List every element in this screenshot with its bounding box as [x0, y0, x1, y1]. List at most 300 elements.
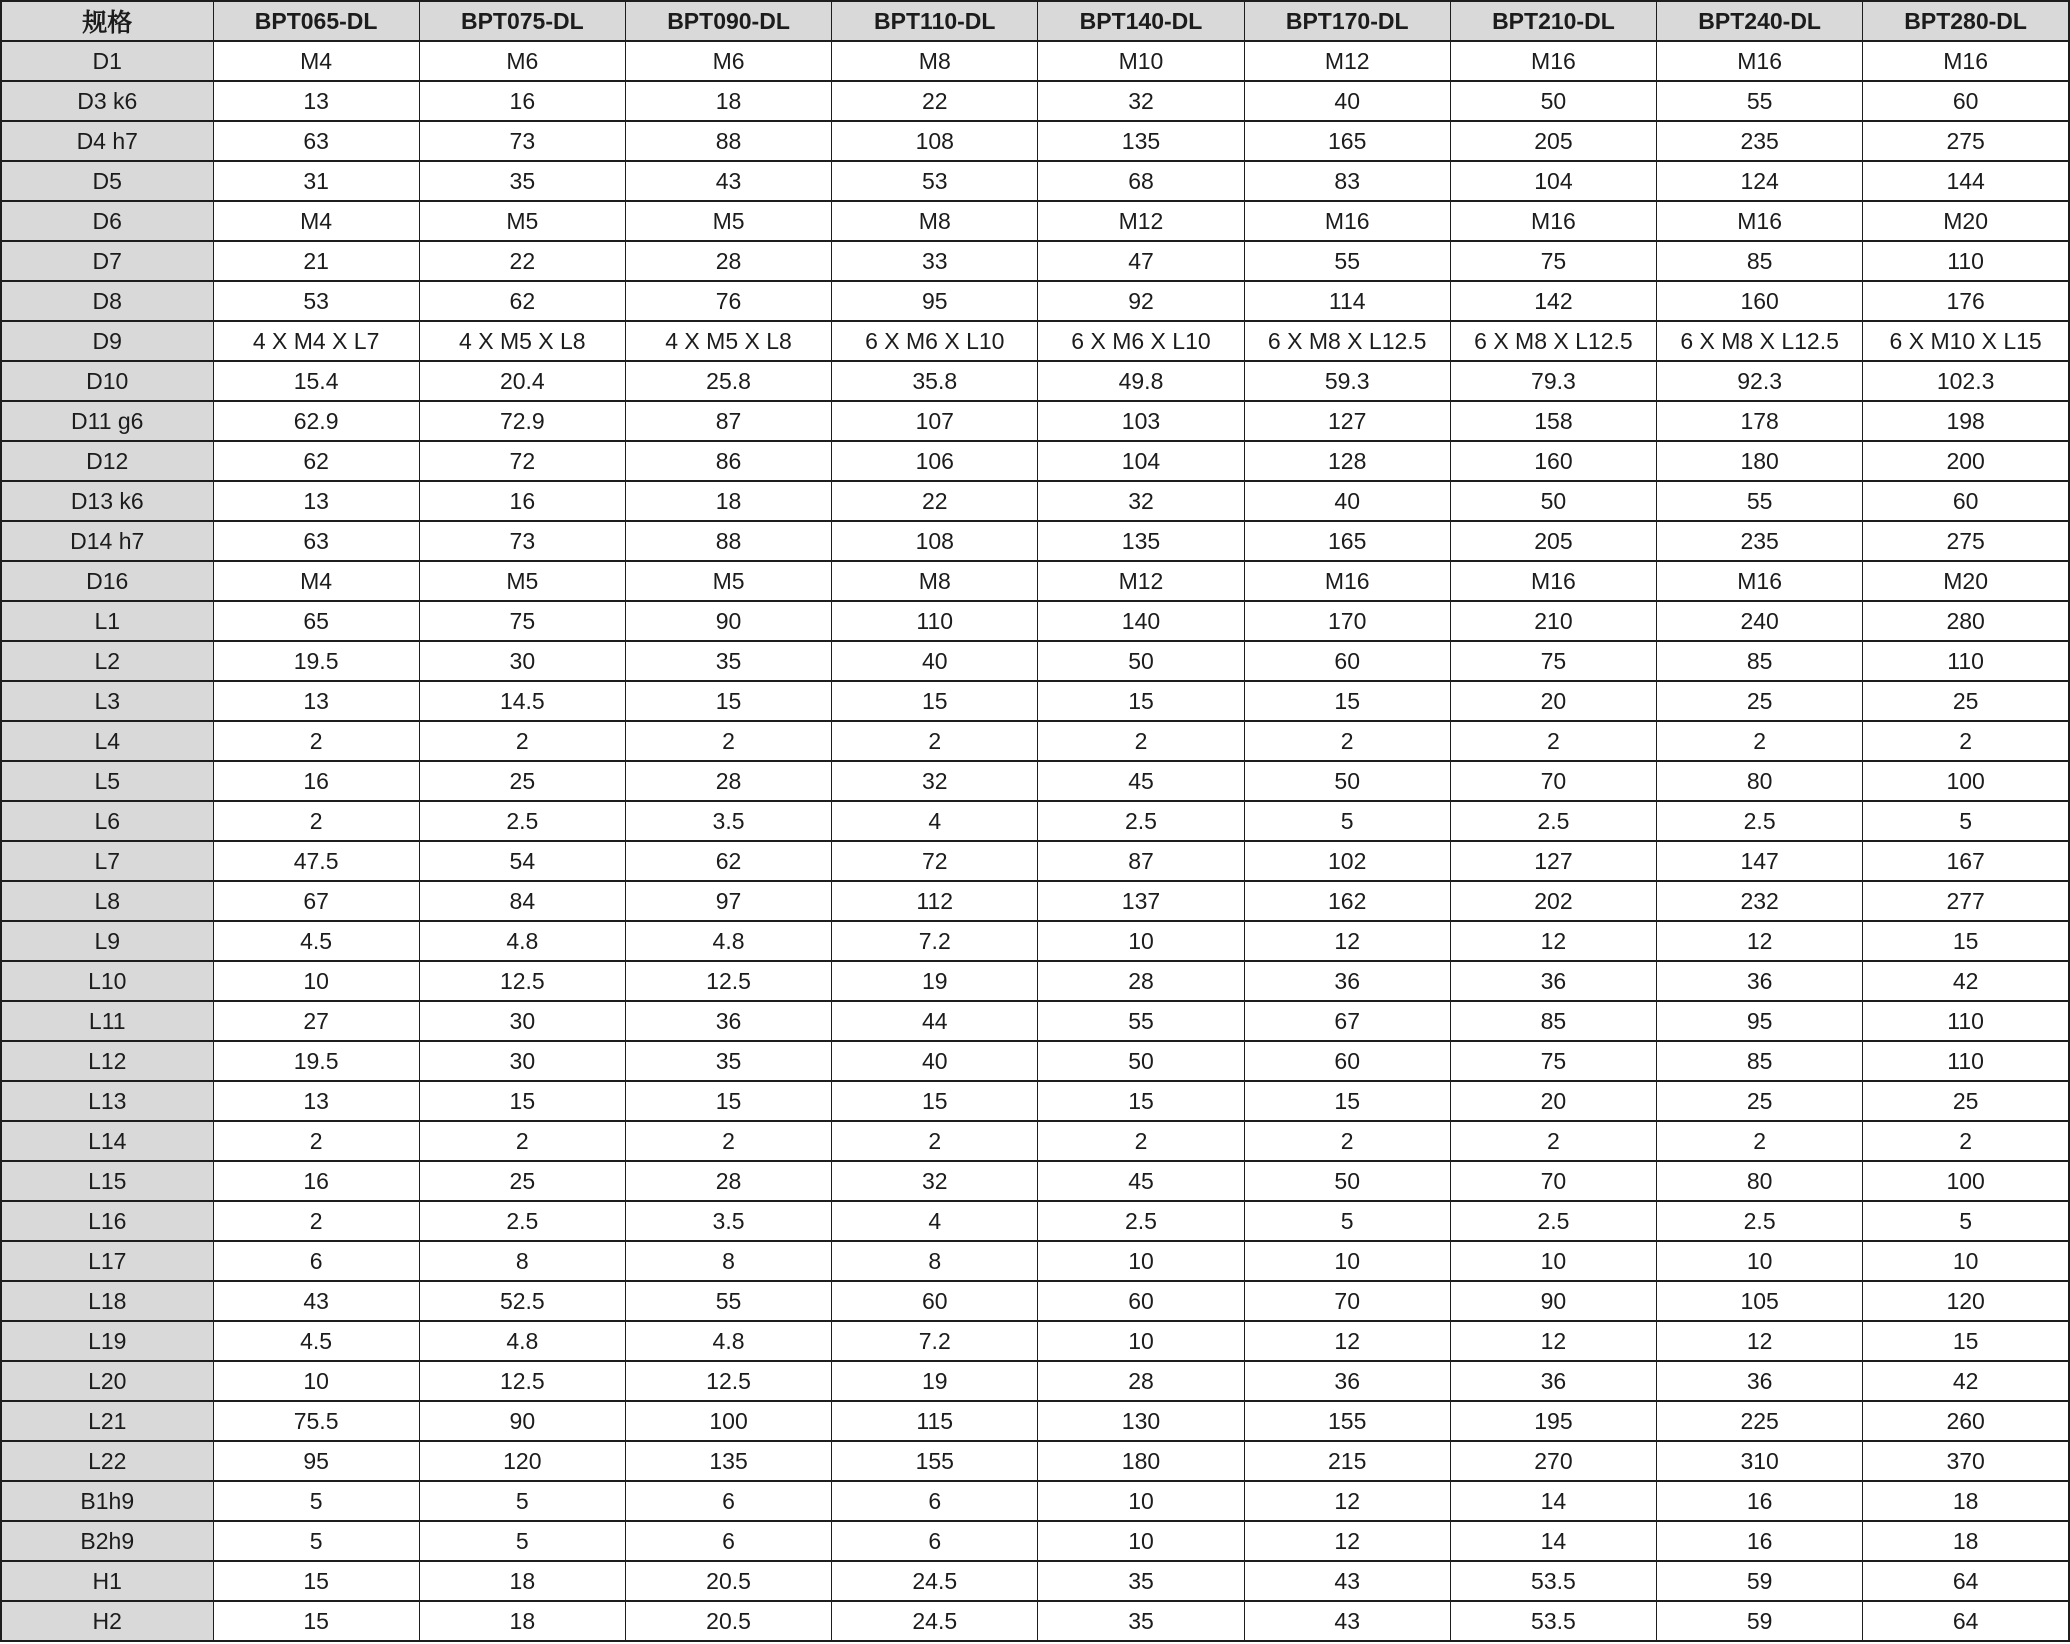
- cell: 200: [1863, 441, 2069, 481]
- cell: 102: [1244, 841, 1450, 881]
- cell: 90: [419, 1401, 625, 1441]
- cell: 54: [419, 841, 625, 881]
- cell: 40: [832, 1041, 1038, 1081]
- cell: 110: [1863, 1001, 2069, 1041]
- cell: 36: [1657, 1361, 1863, 1401]
- table-row: [1, 441, 2069, 481]
- cell: 2.5: [1038, 1201, 1244, 1241]
- table-row: [1, 641, 2069, 681]
- cell: 370: [1863, 1441, 2069, 1481]
- cell: 28: [1038, 1361, 1244, 1401]
- cell: 310: [1657, 1441, 1863, 1481]
- cell: 28: [625, 1161, 831, 1201]
- cell: 19.5: [213, 641, 419, 681]
- cell: 60: [1038, 1281, 1244, 1321]
- cell: 18: [625, 481, 831, 521]
- table-row: [1, 281, 2069, 321]
- cell: 50: [1450, 481, 1656, 521]
- cell: 60: [1863, 81, 2069, 121]
- table-row: [1, 1001, 2069, 1041]
- cell: 2: [419, 1121, 625, 1161]
- cell: 62: [213, 441, 419, 481]
- cell: 6 X M10 X L15: [1863, 321, 2069, 361]
- cell: 15: [213, 1561, 419, 1601]
- cell: 64: [1863, 1561, 2069, 1601]
- table-row: [1, 761, 2069, 801]
- cell: 84: [419, 881, 625, 921]
- cell: 2.5: [419, 1201, 625, 1241]
- cell: 12: [1244, 1481, 1450, 1521]
- table-row: [1, 201, 2069, 241]
- cell: 85: [1657, 1041, 1863, 1081]
- cell: 75: [1450, 641, 1656, 681]
- cell: 24.5: [832, 1561, 1038, 1601]
- row-label: L10: [1, 961, 213, 1001]
- cell: 28: [625, 241, 831, 281]
- cell: 15.4: [213, 361, 419, 401]
- cell: 165: [1244, 521, 1450, 561]
- cell: 2.5: [1657, 801, 1863, 841]
- column-header: BPT065-DL: [213, 1, 419, 41]
- cell: 6: [625, 1521, 831, 1561]
- row-label: L9: [1, 921, 213, 961]
- cell: M8: [832, 561, 1038, 601]
- cell: 100: [1863, 761, 2069, 801]
- cell: 60: [1244, 641, 1450, 681]
- cell: 4.5: [213, 921, 419, 961]
- cell: 108: [832, 521, 1038, 561]
- cell: 260: [1863, 1401, 2069, 1441]
- cell: 6 X M6 X L10: [832, 321, 1038, 361]
- cell: 28: [625, 761, 831, 801]
- column-header: BPT240-DL: [1657, 1, 1863, 41]
- row-label: L5: [1, 761, 213, 801]
- cell: 4.5: [213, 1321, 419, 1361]
- cell: 87: [1038, 841, 1244, 881]
- cell: 10: [1038, 1241, 1244, 1281]
- cell: 5: [1863, 1201, 2069, 1241]
- cell: 25: [419, 761, 625, 801]
- row-label: D16: [1, 561, 213, 601]
- cell: 15: [625, 681, 831, 721]
- cell: 240: [1657, 601, 1863, 641]
- table-row: [1, 81, 2069, 121]
- cell: 55: [1038, 1001, 1244, 1041]
- cell: 18: [625, 81, 831, 121]
- cell: 198: [1863, 401, 2069, 441]
- cell: 36: [625, 1001, 831, 1041]
- cell: 70: [1244, 1281, 1450, 1321]
- cell: 4.8: [625, 1321, 831, 1361]
- cell: 43: [213, 1281, 419, 1321]
- cell: 32: [1038, 81, 1244, 121]
- cell: 95: [1657, 1001, 1863, 1041]
- cell: 83: [1244, 161, 1450, 201]
- row-label: D9: [1, 321, 213, 361]
- cell: 72: [419, 441, 625, 481]
- cell: 4 X M4 X L7: [213, 321, 419, 361]
- cell: 53: [832, 161, 1038, 201]
- cell: 85: [1450, 1001, 1656, 1041]
- cell: 2.5: [419, 801, 625, 841]
- cell: 35: [419, 161, 625, 201]
- cell: 4: [832, 1201, 1038, 1241]
- row-label: D14 h7: [1, 521, 213, 561]
- cell: 202: [1450, 881, 1656, 921]
- cell: 147: [1657, 841, 1863, 881]
- cell: 120: [1863, 1281, 2069, 1321]
- cell: 115: [832, 1401, 1038, 1441]
- cell: 47.5: [213, 841, 419, 881]
- cell: 2: [213, 1201, 419, 1241]
- cell: 63: [213, 121, 419, 161]
- cell: 2.5: [1657, 1201, 1863, 1241]
- cell: 50: [1038, 641, 1244, 681]
- cell: 225: [1657, 1401, 1863, 1441]
- cell: 5: [419, 1521, 625, 1561]
- cell: 3.5: [625, 1201, 831, 1241]
- cell: 3.5: [625, 801, 831, 841]
- table-row: [1, 601, 2069, 641]
- cell: 2.5: [1450, 1201, 1656, 1241]
- cell: 106: [832, 441, 1038, 481]
- cell: 2: [1450, 1121, 1656, 1161]
- cell: M8: [832, 201, 1038, 241]
- row-label: D6: [1, 201, 213, 241]
- cell: 63: [213, 521, 419, 561]
- cell: 85: [1657, 641, 1863, 681]
- cell: 15: [625, 1081, 831, 1121]
- cell: 86: [625, 441, 831, 481]
- cell: 53: [213, 281, 419, 321]
- row-label: B2h9: [1, 1521, 213, 1561]
- cell: 13: [213, 681, 419, 721]
- cell: 22: [832, 81, 1038, 121]
- spec-table-body: [1, 41, 2069, 1641]
- cell: 10: [1863, 1241, 2069, 1281]
- cell: 6 X M8 X L12.5: [1244, 321, 1450, 361]
- row-label: D11 g6: [1, 401, 213, 441]
- cell: 76: [625, 281, 831, 321]
- row-label: D12: [1, 441, 213, 481]
- cell: 210: [1450, 601, 1656, 641]
- cell: 4: [832, 801, 1038, 841]
- cell: 75: [1450, 1041, 1656, 1081]
- row-label: L13: [1, 1081, 213, 1121]
- cell: 50: [1244, 1161, 1450, 1201]
- cell: 14: [1450, 1521, 1656, 1561]
- row-label: L16: [1, 1201, 213, 1241]
- cell: 18: [419, 1561, 625, 1601]
- cell: 120: [419, 1441, 625, 1481]
- row-label: D5: [1, 161, 213, 201]
- cell: 137: [1038, 881, 1244, 921]
- cell: 10: [1038, 1521, 1244, 1561]
- row-label: L4: [1, 721, 213, 761]
- cell: 62.9: [213, 401, 419, 441]
- table-row: [1, 1521, 2069, 1561]
- cell: 25: [1657, 1081, 1863, 1121]
- cell: 4 X M5 X L8: [419, 321, 625, 361]
- cell: 53.5: [1450, 1601, 1656, 1641]
- cell: M10: [1038, 41, 1244, 81]
- cell: 2: [1657, 721, 1863, 761]
- cell: 60: [832, 1281, 1038, 1321]
- cell: 20.5: [625, 1561, 831, 1601]
- cell: 97: [625, 881, 831, 921]
- cell: 2: [419, 721, 625, 761]
- cell: 92: [1038, 281, 1244, 321]
- cell: 25: [419, 1161, 625, 1201]
- cell: 275: [1863, 521, 2069, 561]
- cell: 10: [1038, 1321, 1244, 1361]
- cell: 12: [1450, 921, 1656, 961]
- column-header: BPT110-DL: [832, 1, 1038, 41]
- cell: 62: [625, 841, 831, 881]
- cell: 6: [832, 1521, 1038, 1561]
- cell: M16: [1657, 41, 1863, 81]
- cell: 19.5: [213, 1041, 419, 1081]
- table-row: [1, 1081, 2069, 1121]
- cell: 142: [1450, 281, 1656, 321]
- cell: 10: [1038, 1481, 1244, 1521]
- cell: 59.3: [1244, 361, 1450, 401]
- cell: 180: [1038, 1441, 1244, 1481]
- row-label: L6: [1, 801, 213, 841]
- cell: 35.8: [832, 361, 1038, 401]
- cell: 18: [1863, 1521, 2069, 1561]
- cell: 32: [832, 761, 1038, 801]
- cell: 21: [213, 241, 419, 281]
- cell: 68: [1038, 161, 1244, 201]
- cell: 15: [1863, 1321, 2069, 1361]
- cell: 90: [625, 601, 831, 641]
- cell: 12: [1450, 1321, 1656, 1361]
- cell: 72: [832, 841, 1038, 881]
- cell: 15: [419, 1081, 625, 1121]
- cell: 30: [419, 1041, 625, 1081]
- cell: 85: [1657, 241, 1863, 281]
- cell: 60: [1863, 481, 2069, 521]
- cell: M4: [213, 41, 419, 81]
- cell: 2: [1244, 1121, 1450, 1161]
- cell: 18: [419, 1601, 625, 1641]
- cell: 110: [1863, 241, 2069, 281]
- cell: 275: [1863, 121, 2069, 161]
- cell: 15: [832, 681, 1038, 721]
- cell: 25: [1863, 1081, 2069, 1121]
- table-row: [1, 481, 2069, 521]
- cell: 2: [625, 1121, 831, 1161]
- row-label: D8: [1, 281, 213, 321]
- cell: 24.5: [832, 1601, 1038, 1641]
- cell: M12: [1038, 561, 1244, 601]
- cell: 75.5: [213, 1401, 419, 1441]
- cell: 16: [419, 481, 625, 521]
- cell: 12: [1244, 921, 1450, 961]
- cell: 162: [1244, 881, 1450, 921]
- cell: 14.5: [419, 681, 625, 721]
- cell: 130: [1038, 1401, 1244, 1441]
- cell: 53.5: [1450, 1561, 1656, 1601]
- cell: 135: [1038, 521, 1244, 561]
- table-row: [1, 721, 2069, 761]
- cell: 70: [1450, 761, 1656, 801]
- row-label: L18: [1, 1281, 213, 1321]
- cell: 55: [1244, 241, 1450, 281]
- cell: 67: [213, 881, 419, 921]
- cell: 55: [625, 1281, 831, 1321]
- cell: M16: [1450, 561, 1656, 601]
- cell: 19: [832, 1361, 1038, 1401]
- cell: 15: [1038, 1081, 1244, 1121]
- cell: 8: [625, 1241, 831, 1281]
- cell: 6: [625, 1481, 831, 1521]
- cell: 30: [419, 1001, 625, 1041]
- cell: 2.5: [1038, 801, 1244, 841]
- header-row: [1, 1, 2069, 41]
- cell: 30: [419, 641, 625, 681]
- cell: 36: [1657, 961, 1863, 1001]
- cell: 25.8: [625, 361, 831, 401]
- row-label: D1: [1, 41, 213, 81]
- cell: 65: [213, 601, 419, 641]
- cell: 75: [1450, 241, 1656, 281]
- cell: 2: [1657, 1121, 1863, 1161]
- table-row: [1, 41, 2069, 81]
- cell: M5: [419, 561, 625, 601]
- table-row: [1, 801, 2069, 841]
- cell: 12: [1657, 921, 1863, 961]
- cell: 35: [625, 641, 831, 681]
- cell: M16: [1244, 201, 1450, 241]
- cell: 88: [625, 521, 831, 561]
- cell: M16: [1863, 41, 2069, 81]
- cell: 2: [832, 1121, 1038, 1161]
- cell: 110: [1863, 1041, 2069, 1081]
- cell: 95: [213, 1441, 419, 1481]
- cell: 80: [1657, 1161, 1863, 1201]
- cell: 144: [1863, 161, 2069, 201]
- cell: 6: [832, 1481, 1038, 1521]
- cell: 16: [213, 1161, 419, 1201]
- cell: 35: [1038, 1601, 1244, 1641]
- cell: 127: [1450, 841, 1656, 881]
- cell: 15: [1244, 1081, 1450, 1121]
- cell: 31: [213, 161, 419, 201]
- cell: 18: [1863, 1481, 2069, 1521]
- cell: M6: [419, 41, 625, 81]
- cell: 5: [213, 1481, 419, 1521]
- cell: 2: [213, 801, 419, 841]
- cell: 114: [1244, 281, 1450, 321]
- cell: 2.5: [1450, 801, 1656, 841]
- cell: M20: [1863, 561, 2069, 601]
- table-row: [1, 121, 2069, 161]
- cell: 62: [419, 281, 625, 321]
- column-header: BPT090-DL: [625, 1, 831, 41]
- cell: 135: [1038, 121, 1244, 161]
- table-row: [1, 1281, 2069, 1321]
- cell: 10: [1657, 1241, 1863, 1281]
- cell: 60: [1244, 1041, 1450, 1081]
- cell: 50: [1244, 761, 1450, 801]
- cell: 52.5: [419, 1281, 625, 1321]
- row-label: B1h9: [1, 1481, 213, 1521]
- cell: 40: [832, 641, 1038, 681]
- cell: 205: [1450, 521, 1656, 561]
- cell: 8: [419, 1241, 625, 1281]
- cell: 2: [1450, 721, 1656, 761]
- table-row: [1, 681, 2069, 721]
- cell: 12: [1244, 1321, 1450, 1361]
- cell: 73: [419, 521, 625, 561]
- table-row: [1, 961, 2069, 1001]
- cell: 167: [1863, 841, 2069, 881]
- row-label: L20: [1, 1361, 213, 1401]
- cell: 28: [1038, 961, 1244, 1001]
- cell: 88: [625, 121, 831, 161]
- table-row: [1, 841, 2069, 881]
- cell: 10: [1038, 921, 1244, 961]
- cell: M5: [419, 201, 625, 241]
- cell: 2: [832, 721, 1038, 761]
- row-label: L11: [1, 1001, 213, 1041]
- cell: 79.3: [1450, 361, 1656, 401]
- cell: 10: [1244, 1241, 1450, 1281]
- cell: 110: [1863, 641, 2069, 681]
- table-row: [1, 1241, 2069, 1281]
- cell: 127: [1244, 401, 1450, 441]
- cell: 6 X M6 X L10: [1038, 321, 1244, 361]
- cell: M5: [625, 201, 831, 241]
- cell: 178: [1657, 401, 1863, 441]
- cell: 20.5: [625, 1601, 831, 1641]
- cell: 36: [1450, 961, 1656, 1001]
- cell: 67: [1244, 1001, 1450, 1041]
- cell: 12: [1657, 1321, 1863, 1361]
- cell: 4.8: [419, 1321, 625, 1361]
- cell: 5: [213, 1521, 419, 1561]
- cell: 100: [1863, 1161, 2069, 1201]
- cell: 16: [1657, 1521, 1863, 1561]
- table-row: [1, 1481, 2069, 1521]
- cell: 140: [1038, 601, 1244, 641]
- row-label: L15: [1, 1161, 213, 1201]
- table-row: [1, 881, 2069, 921]
- row-label: D4 h7: [1, 121, 213, 161]
- cell: 43: [625, 161, 831, 201]
- cell: 87: [625, 401, 831, 441]
- column-header: BPT140-DL: [1038, 1, 1244, 41]
- cell: 5: [1244, 801, 1450, 841]
- cell: 12.5: [625, 1361, 831, 1401]
- cell: 22: [419, 241, 625, 281]
- cell: 2: [1038, 721, 1244, 761]
- cell: 35: [625, 1041, 831, 1081]
- table-row: [1, 241, 2069, 281]
- row-label: L7: [1, 841, 213, 881]
- table-row: [1, 401, 2069, 441]
- cell: M6: [625, 41, 831, 81]
- cell: 16: [419, 81, 625, 121]
- table-row: [1, 1361, 2069, 1401]
- cell: M5: [625, 561, 831, 601]
- cell: 6 X M8 X L12.5: [1657, 321, 1863, 361]
- cell: M12: [1038, 201, 1244, 241]
- cell: 80: [1657, 761, 1863, 801]
- cell: 14: [1450, 1481, 1656, 1521]
